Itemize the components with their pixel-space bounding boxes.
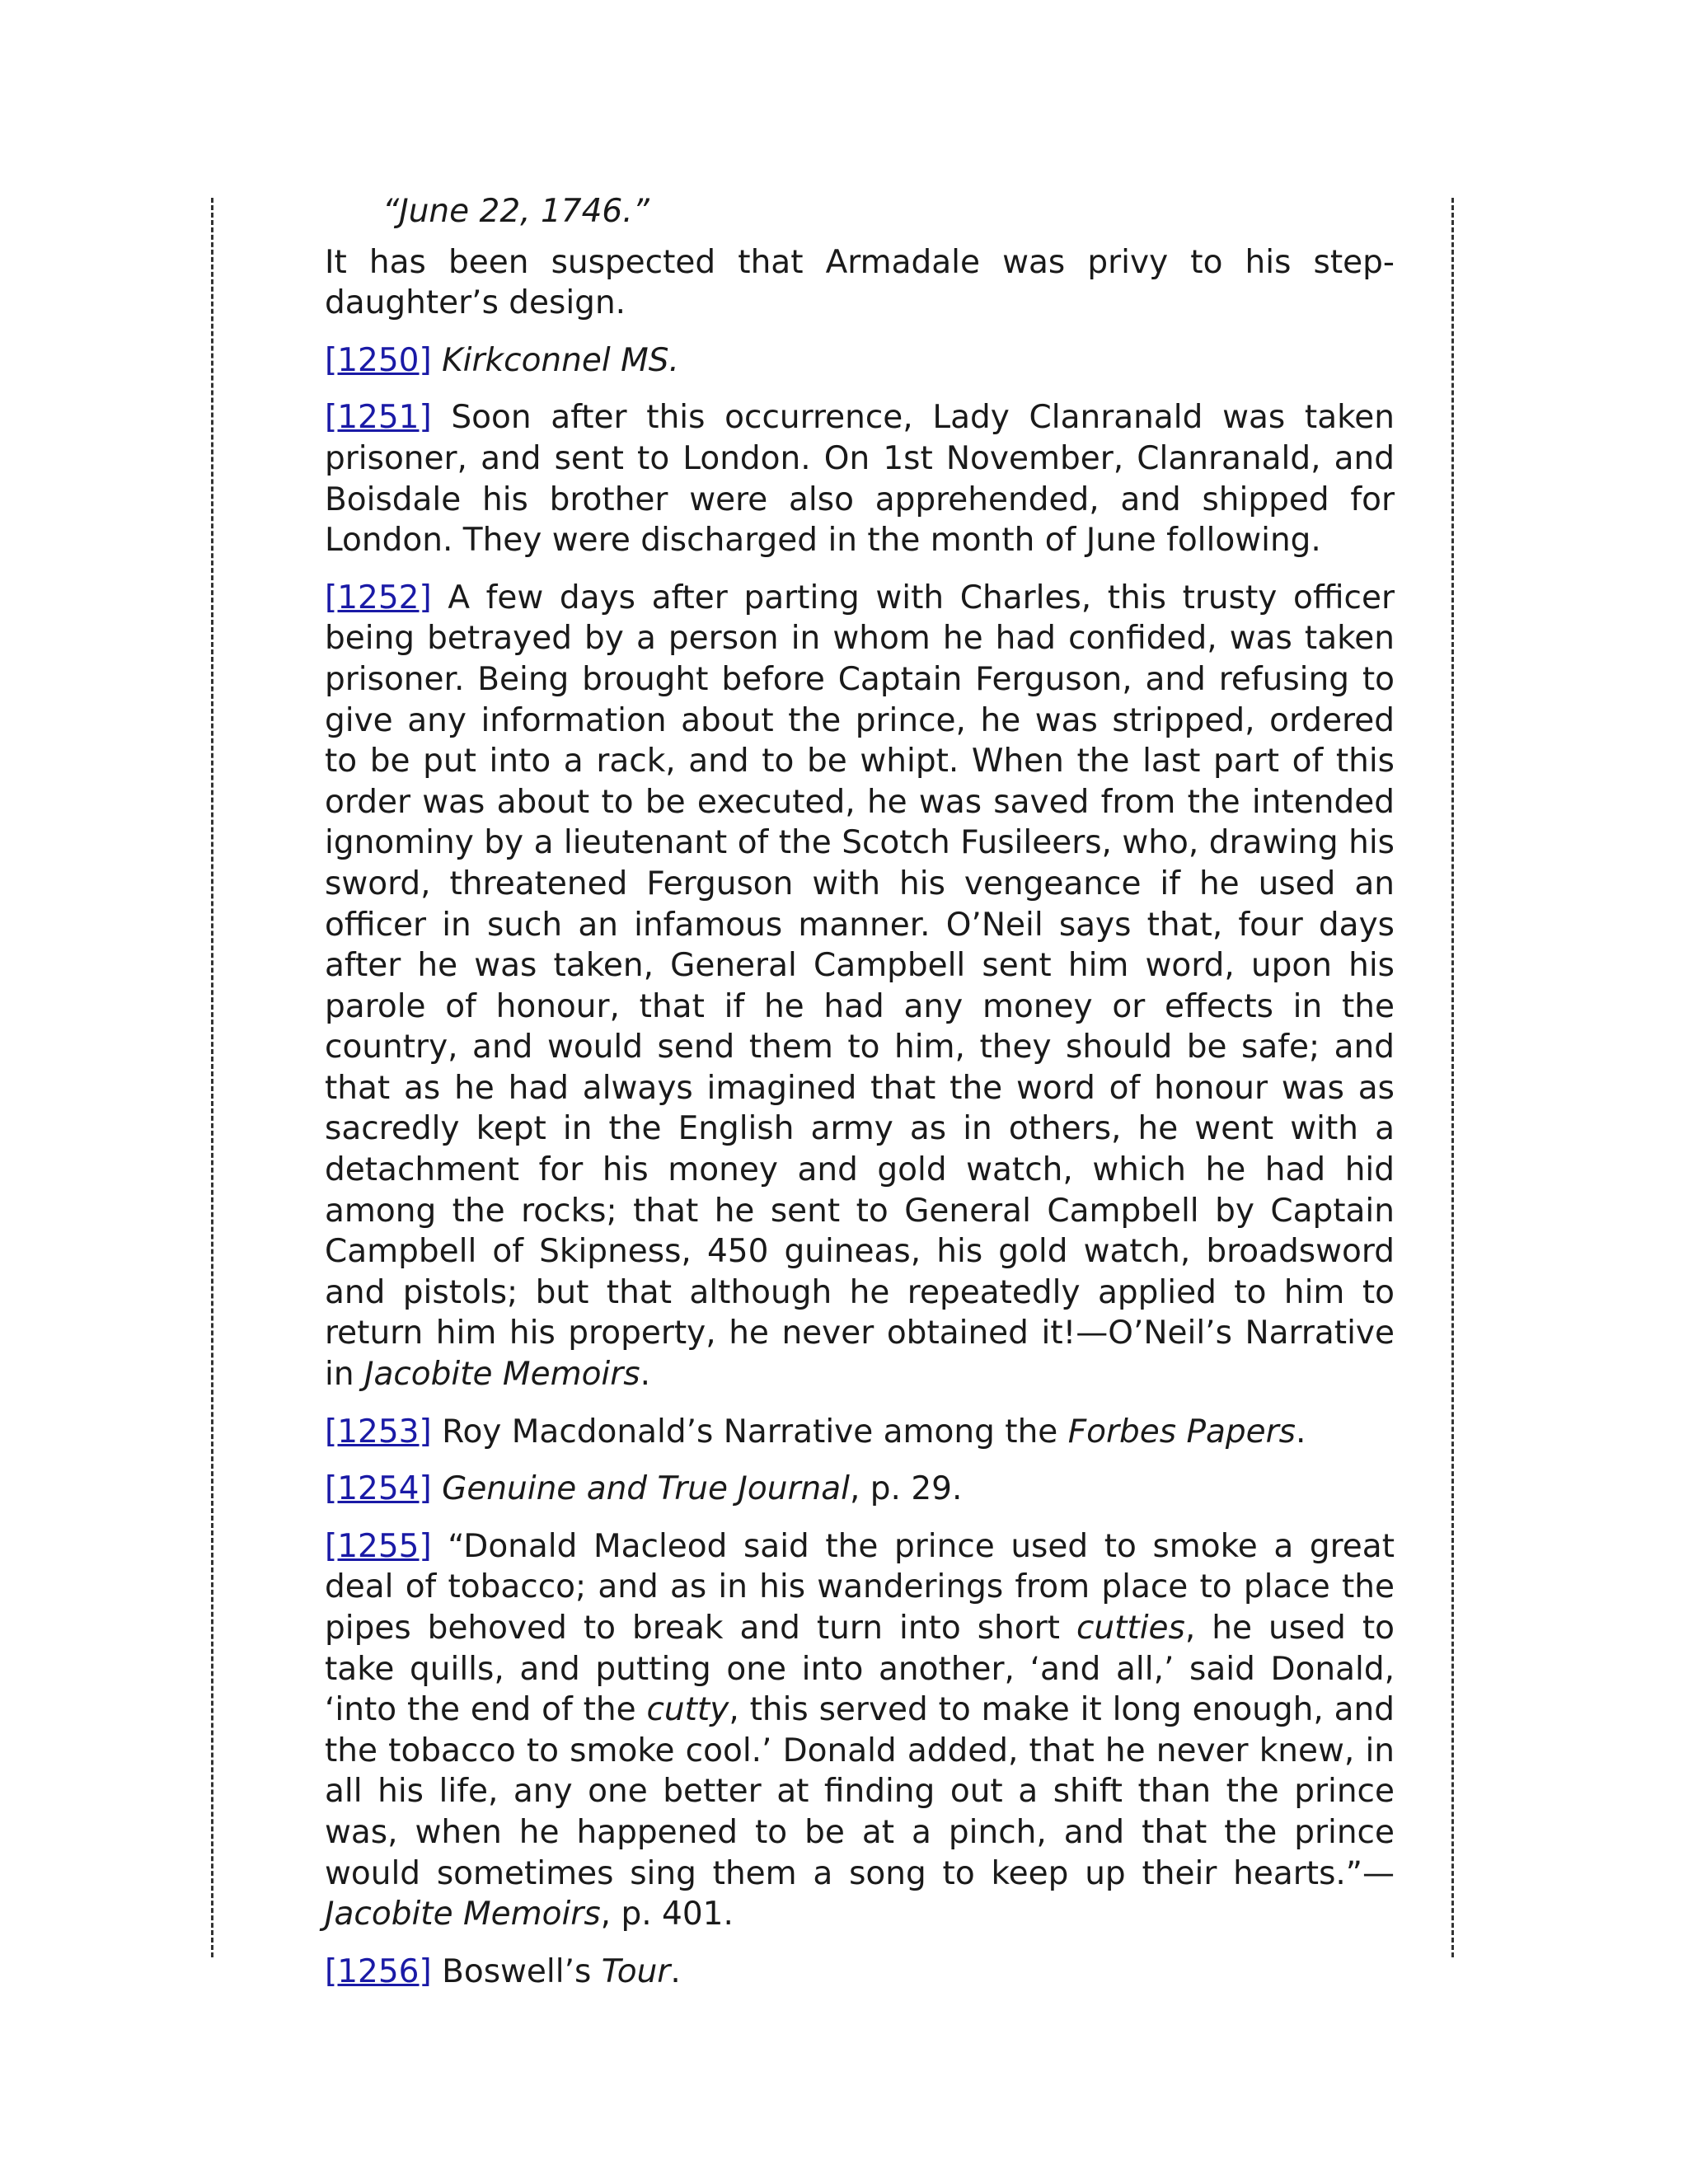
right-margin-rule <box>1451 198 1454 1957</box>
footnote-link-1256[interactable]: [1256] <box>325 1952 432 1990</box>
date-line-text: “June 22, 1746.” <box>382 193 649 230</box>
footnote-1255 <box>325 1526 1395 1935</box>
footnotes-content <box>325 191 1395 2008</box>
footnote-1252-end: . <box>640 1356 651 1394</box>
footnote-1254-title: Genuine and True Journal <box>442 1470 850 1508</box>
footnote-1255-em-a: cutties <box>1076 1610 1185 1647</box>
footnote-1252 <box>325 578 1395 1395</box>
footnote-1255-end: , p. 401. <box>600 1896 734 1933</box>
footnote-1256-text: Boswell’s <box>442 1952 602 1990</box>
footnote-1255-text-b: , he used to take quills, and putting one into another, ‘and all,’ said Donald, ‘into the end of the <box>325 1610 1395 1729</box>
footnote-1251-text: Soon after this occurrence, Lady Clanranald was taken prisoner, and sent to London. On 1st November, Clanranald, and Boisdale his brother were also apprehended, and shipped for London. They were discharged in the month of June following. <box>325 399 1395 560</box>
footnote-1253 <box>325 1412 1395 1453</box>
armadale-paragraph: It has been suspected that Armadale was privy to his step-daughter’s design. <box>325 243 1395 322</box>
footnote-1254-end: , p. 29. <box>849 1470 963 1508</box>
footnote-1253-source: Forbes Papers <box>1067 1413 1296 1451</box>
footnote-1252-source: Jacobite Memoirs <box>363 1356 640 1394</box>
footnote-1250 <box>325 340 1395 382</box>
footnote-link-1252[interactable]: [1252] <box>325 579 432 616</box>
footnote-1253-text: Roy Macdonald’s Narrative among the <box>442 1413 1068 1451</box>
date-line <box>325 191 1395 232</box>
footnote-1253-end: . <box>1296 1413 1306 1451</box>
footnote-1254 <box>325 1469 1395 1510</box>
footnote-1255-text-c: , this served to make it long enough, and the tobacco to smoke cool.’ Donald added, that he never knew, in all his life, any one better at finding out a shift than the prince was, when he happened to be at a pinch, and that the prince would sometimes sing them a song to keep up their hearts.”— <box>325 1691 1395 1892</box>
footnote-link-1253[interactable]: [1253] <box>325 1413 432 1451</box>
footnote-link-1255[interactable]: [1255] <box>325 1527 432 1565</box>
footnote-link-1250[interactable]: [1250] <box>325 341 432 379</box>
footnote-1251 <box>325 397 1395 560</box>
footnote-link-1254[interactable]: [1254] <box>325 1470 432 1508</box>
left-margin-rule <box>211 198 213 1957</box>
footnote-link-1251[interactable]: [1251] <box>325 399 432 437</box>
footnote-1256-end: . <box>670 1952 681 1990</box>
footnote-1256-title: Tour <box>601 1952 671 1990</box>
footnote-1252-text: A few days after parting with Charles, this trusty officer being betrayed by a person in whom he had confided, was taken prisoner. Being brought before Captain Ferguson, and refusing to give any information about the prince, he was stripped, ordered to be put into a rack, and to be whipt. When the last part of this order was about to be executed, he was saved from the intended ignominy by a lieutenant of the Scotch Fusileers, who, drawing his sword, threatened Ferguson with his vengeance if he used an officer in such an infamous manner. O’Neil says that, four days after he was taken, General Campbell sent him word, upon his parole of honour, that if he had any money or effects in the country, and would send them to him, they should be safe; and that as he had always imagined that the word of honour was as sacredly kept in the English army as in others, he went with a detachment for his money and gold watch, which he had hid among the rocks; that he sent to General Campbell by Captain Campbell of Skipness, 450 guineas, his gold watch, broadsword and pistols; but that although he repeatedly applied to him to return him his property, he never obtained it!—O’Neil’s Narrative in <box>325 579 1395 1394</box>
footnote-1255-source: Jacobite Memoirs <box>325 1896 601 1933</box>
footnote-1255-text-a: “Donald Macleod said the prince used to smoke a great deal of tobacco; and as in his wanderings from place to place the pipes behoved to break and turn into short <box>325 1527 1395 1647</box>
footnote-1256 <box>325 1952 1395 1993</box>
footnote-1255-em-b: cutty <box>646 1691 729 1729</box>
footnote-1250-title: Kirkconnel MS. <box>442 341 679 379</box>
